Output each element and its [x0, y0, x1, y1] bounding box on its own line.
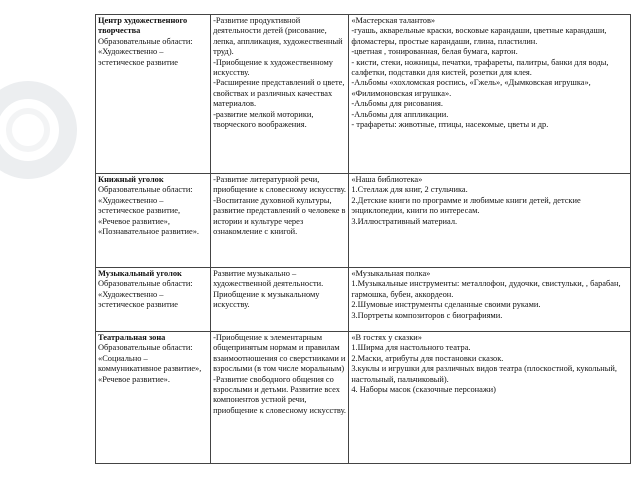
goal-line: -Развитие свободного общения со взрослыми и детьми. Развитие всех компонентов устной речи, приобщение к словесному искусству. — [213, 374, 347, 415]
goal-line: -Расширение представлений о цвете, свойствах и различных качествах материалов. — [213, 78, 345, 109]
decorative-ring-graphic — [0, 70, 90, 190]
material-line: 2.Маски, атрибуты для постановки сказок. — [351, 353, 504, 363]
area-line: «Речевое развитие». — [98, 374, 170, 384]
material-line: -Альбомы для рисования. — [351, 99, 443, 109]
material-line: 1.Стеллаж для книг, 2 стульчика. — [351, 185, 468, 195]
materials-cell — [349, 174, 631, 268]
zone-cell — [96, 174, 211, 268]
area-line: «Речевое развитие», — [98, 216, 170, 226]
material-line: -цветная , тонированная, белая бумага, картон. — [351, 47, 518, 57]
material-line: 3.Иллюстративный материал. — [351, 216, 458, 226]
material-line: «В гостях у сказки» — [351, 333, 422, 342]
material-line: «Наша библиотека» — [351, 175, 423, 184]
material-line: 4. Наборы масок (сказочные персонажи) — [351, 385, 496, 395]
area-line: Образовательные области: — [98, 279, 193, 289]
material-line: - кисти, стеки, ножницы, печатки, трафареты, палитры, банки для воды, салфетки, подставки для кистей, розетки для клея. — [351, 57, 609, 78]
area-line: эстетическое развитие — [98, 57, 178, 67]
material-line: 1.Ширма для настольного театра. — [351, 343, 471, 353]
goals-cell — [211, 268, 349, 332]
material-line: 1.Музыкальные инструменты: металлофон, дудочки, свистульки, , барабан, гармошка, бубен, аккордеон. — [351, 279, 621, 299]
table-row — [96, 174, 631, 268]
area-line: «Познавательное развитие». — [98, 227, 200, 237]
material-line: -Альбомы для аппликации. — [351, 109, 449, 119]
materials-cell — [349, 332, 631, 464]
goal-line: -Приобщение к художественному искусству. — [213, 57, 333, 78]
table-row — [96, 332, 631, 464]
materials-cell — [349, 15, 631, 174]
area-line: эстетическое развитие — [98, 300, 178, 310]
goals-cell — [211, 15, 349, 174]
zone-cell — [96, 15, 211, 174]
material-line: «Мастерская талантов» — [351, 16, 436, 25]
table-row — [96, 15, 631, 174]
zone-title: Театральная зона — [98, 333, 166, 342]
table-row — [96, 268, 631, 332]
area-line: коммуникативное развитие», — [98, 364, 202, 374]
area-line: «Художественно – — [98, 289, 164, 299]
goal-line: -Развитие продуктивной деятельности детей (рисование, лепка, аппликация, художественный труд). — [213, 16, 343, 57]
area-line: «Художественно – — [98, 195, 164, 205]
goal-line: Развитие музыкально – художественной деятельности. Приобщение к музыкальному искусству. — [213, 269, 324, 310]
area-line: Образовательные области: — [98, 185, 193, 195]
materials-cell — [349, 268, 631, 332]
area-line: Образовательные области: — [98, 343, 193, 353]
material-line: -Альбомы «хохломская роспись, «Гжель», «Дымковская игрушка», «Филимоновская игрушка». — [351, 78, 591, 98]
material-line: «Музыкальная полка» — [351, 269, 431, 278]
zone-cell — [96, 268, 211, 332]
zone-title: Музыкальный уголок — [98, 269, 182, 278]
area-line: эстетическое развитие, — [98, 206, 181, 216]
zone-title: Книжный уголок — [98, 175, 164, 184]
material-line: 2.Детские книги по программе и любимые книги детей, детские энциклопедии, книги по интересам. — [351, 195, 581, 216]
material-line: 3.куклы и игрушки для различных видов театра (плоскостной, кукольный, настольный, пальчиковый). — [351, 364, 617, 384]
zone-cell — [96, 332, 211, 464]
goal-line: -Развитие литературной речи, приобщение к словесному искусству. — [213, 175, 347, 195]
area-line: «Социально – — [98, 353, 148, 363]
area-line: Образовательные области: — [98, 36, 193, 46]
goals-cell — [211, 332, 349, 464]
activity-centers-table — [95, 14, 631, 464]
material-line: 2.Шумовые инструменты сделанные своими руками. — [351, 300, 541, 310]
goals-cell — [211, 174, 349, 268]
material-line: - трафареты: животные, птицы, насекомые, цветы и др. — [351, 120, 549, 130]
material-line: -гуашь, акварельные краски, восковые карандаши, цветные карандаши, фломастеры, простые карандаши, глина, пластилин. — [351, 26, 607, 46]
goal-line: -Воспитание духовной культуры, развитие представлений о человеке в истории и культуре через ознакомление с книгой. — [213, 195, 346, 237]
goal-line: -Приобщение к элементарным общепринятым нормам и правилам взаимоотношения со сверстниками и взрослыми (в том числе моральным) — [213, 333, 346, 374]
material-line: 3.Портреты композиторов с биографиями. — [351, 310, 503, 320]
zone-title: Центр художественного творчества — [98, 16, 188, 36]
area-line: «Художественно – — [98, 47, 164, 57]
goal-line: -развитие мелкой моторики, творческого воображения. — [213, 109, 314, 130]
